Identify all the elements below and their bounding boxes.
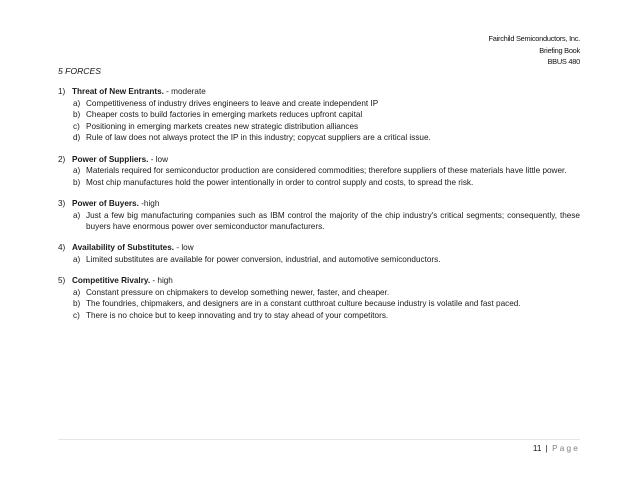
list-item [58,310,580,322]
item-letter: a) [73,98,81,108]
footer-separator: | [545,444,548,453]
force-items [58,287,580,322]
force-name: Threat of New Entrants. [72,87,164,96]
list-item [58,132,580,144]
force-number: 1) [58,87,66,96]
item-letter: b) [73,177,81,187]
page-header [489,33,581,68]
forces-list [58,86,580,331]
force-heading [58,242,580,254]
item-letter: a) [73,287,81,297]
force-heading [58,154,580,166]
force-name: Competitive Rivalry. [72,276,151,286]
force-rating: - low [174,243,194,253]
header-doc-title: Briefing Book [539,45,580,55]
force-power-of-buyers [58,198,580,233]
force-name: Power of Suppliers. [72,154,149,164]
force-availability-of-substitutes [58,242,580,265]
force-rating: -high [138,198,160,208]
force-threat-of-new-entrants [58,86,580,144]
page-label: Page [552,444,580,453]
force-number: 4) [58,243,66,253]
item-letter: a) [73,210,81,220]
item-text: Rule of law does not always protect the IP in this industry; copycat suppliers are a critical issue. [86,133,431,143]
force-name: Power of Buyers. [72,198,139,208]
page-number-footer [533,444,580,453]
item-text: The foundries, chipmakers, and designers are in a constant cutthroat culture because industry is volatile and fast paced. [86,299,521,309]
header-company: Fairchild Semiconductors, Inc. [488,34,580,43]
list-item [58,121,580,133]
force-items [58,210,580,233]
item-letter: b) [73,110,81,120]
item-letter: c) [73,121,80,131]
force-items [58,254,580,266]
list-item [58,210,580,233]
list-item [58,109,580,121]
force-items [58,165,580,188]
item-text: Materials required for semiconductor production are considered commodities; therefore suppliers of these materials have little power. [86,166,567,176]
force-rating: - moderate [163,87,206,96]
item-text: Positioning in emerging markets creates new strategic distribution alliances [86,121,359,131]
force-name: Availability of Substitutes. [72,243,175,253]
force-rating: - low [148,154,168,164]
item-text: Competitiveness of industry drives engineers to leave and create independent IP [86,98,379,108]
force-number: 2) [58,154,66,164]
item-text: Limited substitutes are available for power conversion, industrial, and automotive semiconductors. [86,254,441,264]
header-course: BBUS 480 [547,57,580,67]
list-item [58,298,580,310]
item-letter: a) [73,254,81,264]
force-competitive-rivalry [58,275,580,321]
item-text: Cheaper costs to build factories in emerging markets reduces upfront capital [86,110,363,120]
force-power-of-suppliers [58,154,580,189]
footer-divider [58,439,580,440]
item-letter: b) [73,299,81,309]
list-item [58,98,580,110]
item-text: Most chip manufactures hold the power intentionally in order to control supply and costs, to spread the risk. [86,177,474,187]
list-item [58,165,580,177]
list-item [58,287,580,299]
item-letter: a) [73,166,81,176]
force-heading [58,275,580,287]
list-item [58,254,580,266]
force-heading [58,198,580,210]
item-text: There is no choice but to keep innovating and try to stay ahead of your competitors. [86,310,389,320]
force-number: 5) [58,276,66,286]
item-text: Constant pressure on chipmakers to develop something newer, faster, and cheaper. [86,287,390,297]
item-letter: c) [73,310,80,320]
page-number: 11 [532,444,542,453]
item-letter: d) [73,133,81,143]
force-items [58,98,580,144]
force-rating: - high [150,276,173,286]
section-title: 5 FORCES [58,66,101,76]
force-heading [58,86,580,98]
item-text: Just a few big manufacturing companies such as IBM control the majority of the chip industry's critical segments; consequently, these buyers have enormous power over semiconductor manufacturers. [86,210,580,232]
list-item [58,177,580,189]
force-number: 3) [58,198,66,208]
